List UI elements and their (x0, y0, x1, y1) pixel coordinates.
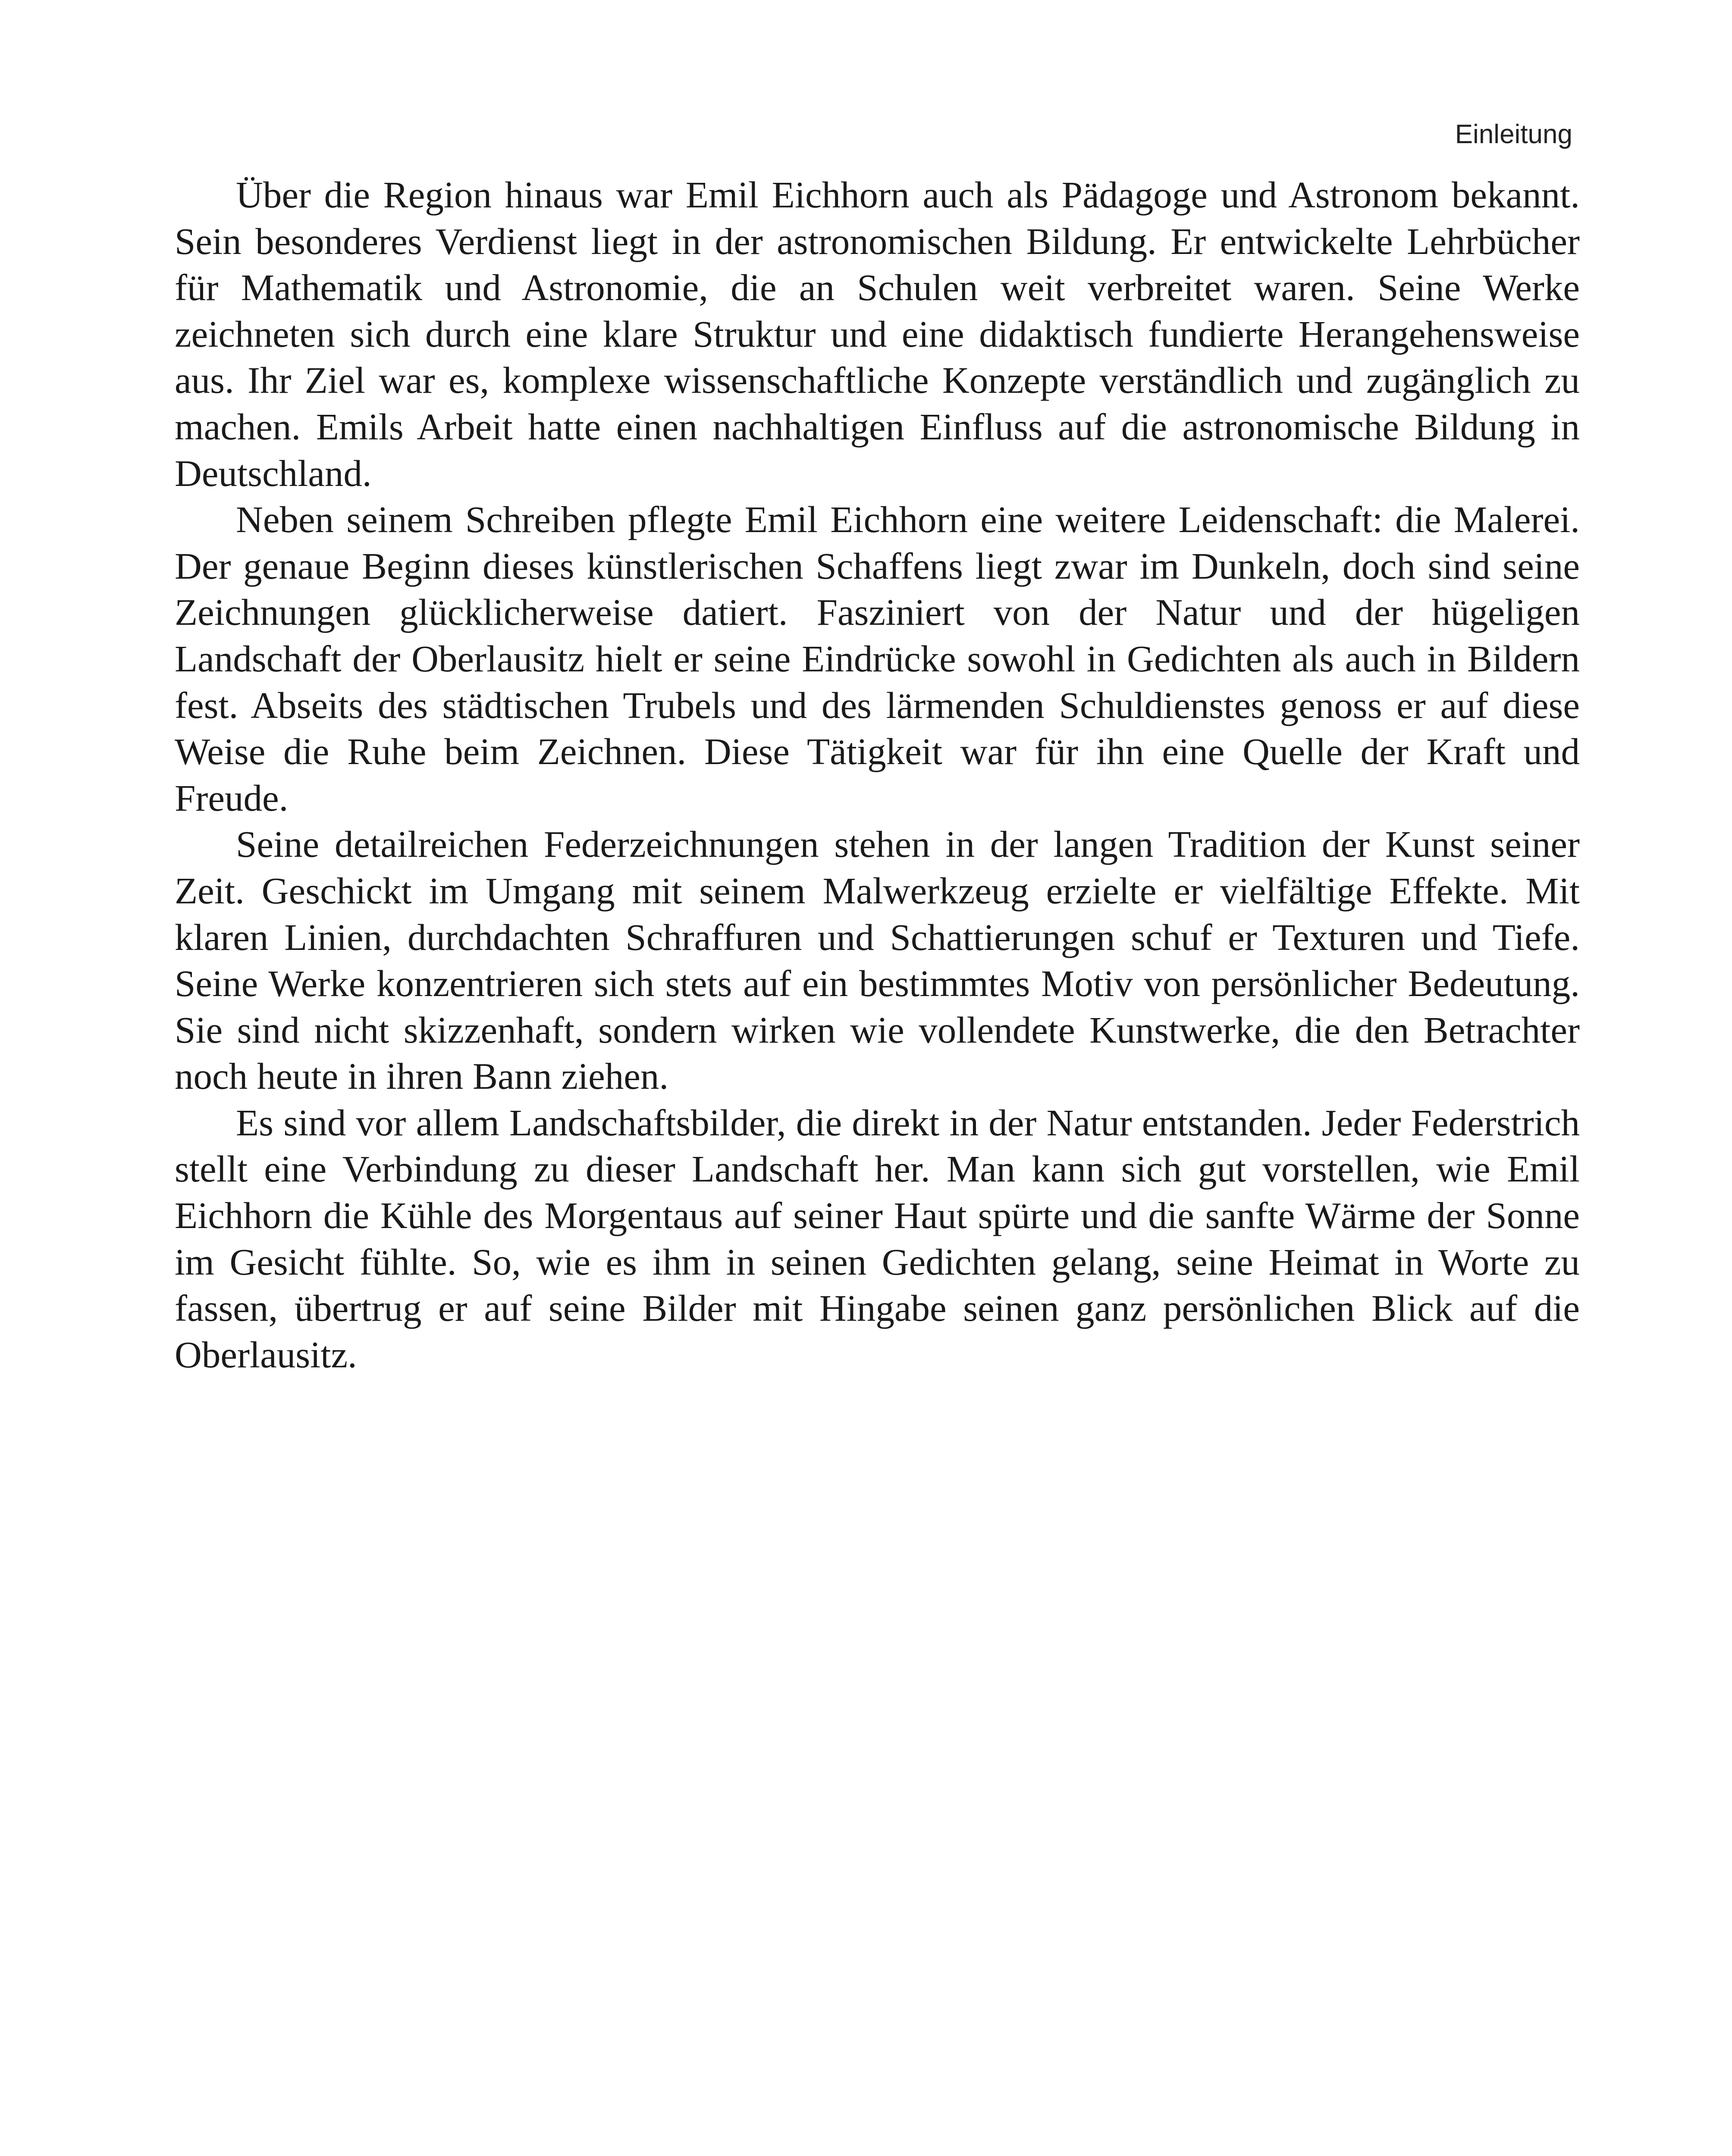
paragraph-astronomy-education: Über die Region hinaus war Emil Eichhorn auch als Pädagoge und Astronom bekannt. Sein besonderes Verdienst liegt in der astronomischen Bildung. Er entwickelte Lehrbücher für Mathematik und Astronomie, die an Schulen weit verbreitet waren. Seine Werke zeichneten sich durch eine klare Struktur und eine didaktisch fundierte Herangehensweise aus. Ihr Ziel war es, komplexe wissenschaftliche Konzepte verständlich und zugänglich zu machen. Emils Arbeit hatte einen nachhaltigen Einfluss auf die astronomische Bildung in Deutschland. (175, 174, 1580, 494)
body-text (175, 172, 1580, 1378)
paragraph-painting-passion: Neben seinem Schreiben pflegte Emil Eichhorn eine weitere Leidenschaft: die Malerei. Der genaue Beginn dieses künstlerischen Schaffens liegt zwar im Dunkeln, doch sind seine Zeichnungen glücklicherweise datiert. Fasziniert von der Natur und der hügeligen Landschaft der Oberlausitz hielt er seine Eindrücke sowohl in Gedichten als auch in Bildern fest. Abseits des städtischen Trubels und des lärmenden Schuldienstes genoss er auf diese Weise die Ruhe beim Zeichnen. Diese Tätigkeit war für ihn eine Quelle der Kraft und Freude. (175, 498, 1580, 819)
paragraph-landscape-pictures: Es sind vor allem Landschaftsbilder, die direkt in der Natur entstanden. Jeder Federstrich stellt eine Verbindung zu dieser Landschaft her. Man kann sich gut vorstellen, wie Emil Eichhorn die Kühle des Morgentaus auf seiner Haut spürte und die sanfte Wärme der Sonne im Gesicht fühlte. So, wie es ihm in seinen Gedichten gelang, seine Heimat in Worte zu fassen, übertrug er auf seine Bilder mit Hingabe seinen ganz persönlichen Blick auf die Oberlausitz. (175, 1101, 1580, 1376)
running-header: Einleitung (1455, 119, 1572, 149)
paragraph-pen-drawings: Seine detailreichen Federzeichnungen stehen in der langen Tradition der Kunst seiner Zeit. Geschickt im Umgang mit seinem Malwerkzeug erzielte er vielfältige Effekte. Mit klaren Linien, durchdachten Schraffuren und Schattierungen schuf er Texturen und Tiefe. Seine Werke konzentrieren sich stets auf ein bestimmtes Motiv von persönlicher Bedeutung. Sie sind nicht skizzenhaft, sondern wirken wie vollendete Kunstwerke, die den Betrachter noch heute in ihren Bann ziehen. (175, 823, 1580, 1097)
